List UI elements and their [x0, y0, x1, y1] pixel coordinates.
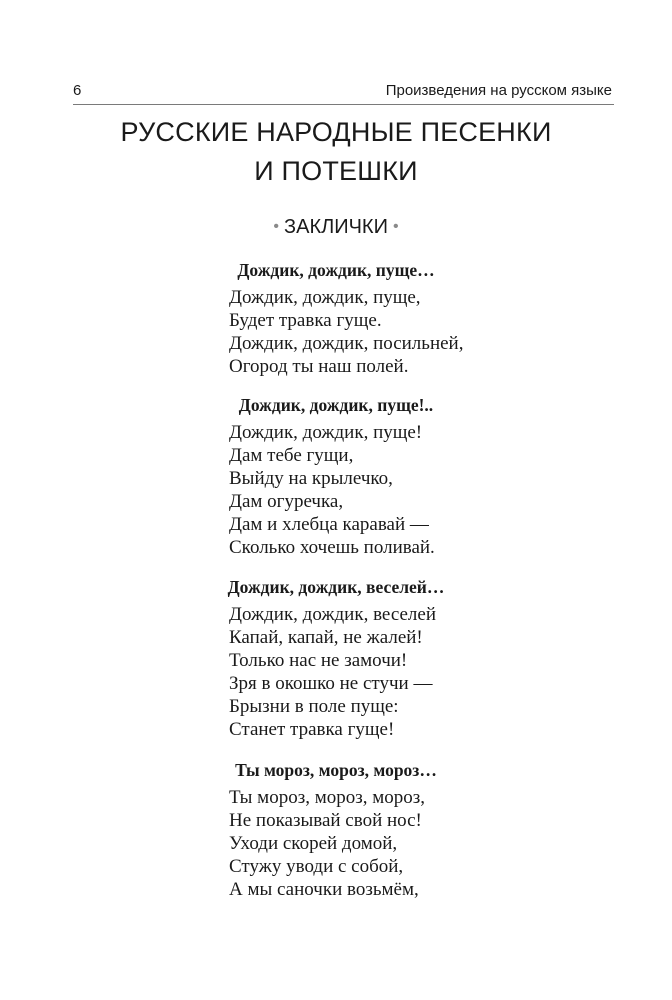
verse-line: Не показывай свой нос! — [229, 810, 422, 831]
verse-line: Дождик, дождик, пуще, — [229, 287, 421, 308]
bullet-icon: • — [392, 218, 399, 235]
poem-title: Дождик, дождик, пуще!.. — [238, 395, 434, 415]
verse-line: Дождик, дождик, веселей — [229, 604, 437, 625]
poem-verse — [229, 786, 425, 901]
verse-line: Зря в окошко не стучи — — [229, 673, 433, 694]
verse-line: Брызни в поле пуще: — [229, 696, 399, 717]
poem-title: Ты мороз, мороз, мороз… — [235, 760, 437, 780]
verse-line: Уходи скорей домой, — [229, 833, 398, 854]
bullet-icon: • — [273, 218, 280, 235]
poem-title: Дождик, дождик, веселей… — [227, 577, 445, 597]
poem-verse — [229, 286, 463, 378]
poem-verse — [229, 421, 435, 559]
verse-line: Станет травка гуще! — [229, 719, 395, 740]
verse-line: Огород ты наш полей. — [229, 356, 409, 377]
section-label: ЗАКЛИЧКИ — [284, 216, 388, 238]
verse-line: Стужу уводи с собой, — [229, 856, 404, 877]
chapter-title-line-2: И ПОТЕШКИ — [254, 156, 418, 186]
section-heading — [0, 216, 672, 239]
verse-line: Дождик, дождик, посильней, — [229, 333, 464, 354]
verse-line: Выйду на крылечко, — [229, 468, 393, 489]
poem-verse — [229, 603, 436, 741]
verse-line: Будет травка гуще. — [229, 310, 382, 331]
verse-line: Сколько хочешь поливай. — [229, 537, 435, 558]
verse-line: Дам и хлебца каравай — — [229, 514, 429, 535]
verse-line: А мы саночки возьмём, — [229, 879, 419, 900]
verse-line: Капай, капай, не жалей! — [229, 627, 423, 648]
verse-line: Ты мороз, мороз, мороз, — [229, 787, 426, 808]
poem-title: Дождик, дождик, пуще… — [237, 260, 435, 280]
page-number: 6 — [73, 82, 82, 99]
running-head-title: Произведения на русском языке — [385, 82, 612, 99]
chapter-title-line-1: РУССКИЕ НАРОДНЫЕ ПЕСЕНКИ — [120, 117, 552, 147]
verse-line: Дам тебе гущи, — [229, 445, 354, 466]
verse-line: Дождик, дождик, пуще! — [229, 422, 423, 443]
verse-line: Только нас не замочи! — [229, 650, 408, 671]
verse-line: Дам огуречка, — [229, 491, 344, 512]
running-header — [73, 80, 614, 105]
